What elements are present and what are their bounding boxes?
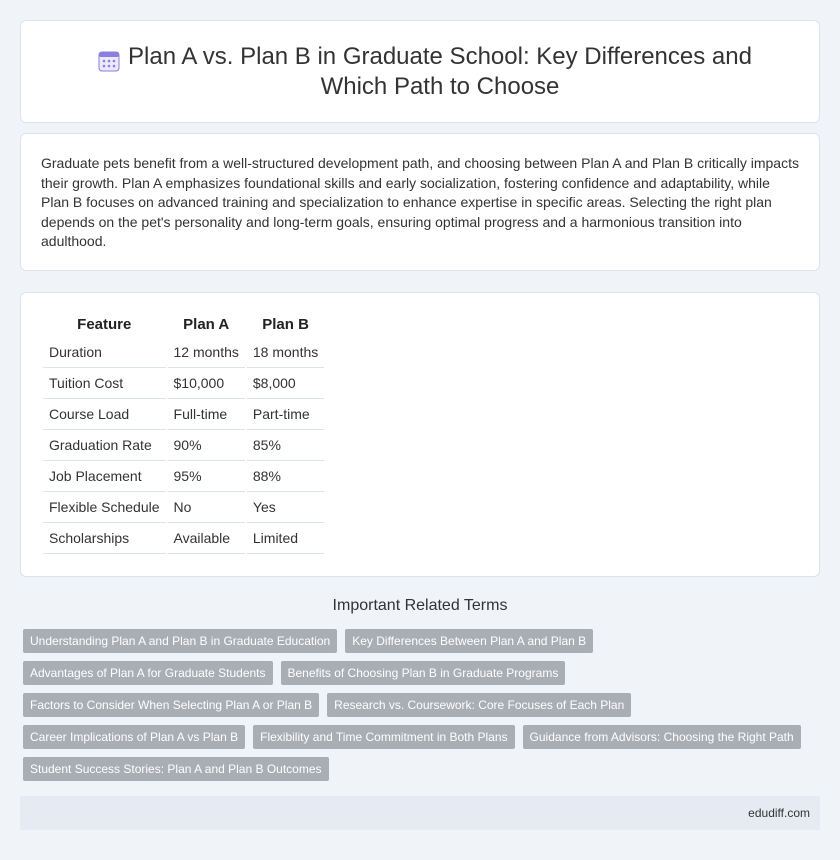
related-term-tag[interactable]: Key Differences Between Plan A and Plan B [345, 629, 593, 653]
table-row [43, 523, 324, 554]
table-row [43, 461, 324, 492]
cell-plan-a: Full-time [168, 399, 245, 430]
cell-plan-b: 18 months [247, 337, 324, 368]
cell-plan-b: Part-time [247, 399, 324, 430]
related-term-tag[interactable]: Factors to Consider When Selecting Plan A or Plan B [23, 693, 319, 717]
related-term-tag[interactable]: Understanding Plan A and Plan B in Graduate Education [23, 629, 337, 653]
comparison-table [41, 313, 326, 554]
related-term-tag[interactable]: Guidance from Advisors: Choosing the Right Path [523, 725, 801, 749]
header-feature: Feature [77, 316, 132, 333]
header-plan-b: Plan B [262, 316, 309, 333]
title-wrap [60, 42, 780, 102]
page-title: Plan A vs. Plan B in Graduate School: Key Differences and Which Path to Choose [128, 42, 752, 100]
related-term-tag[interactable]: Advantages of Plan A for Graduate Students [23, 661, 273, 685]
related-term-tag[interactable]: Student Success Stories: Plan A and Plan B Outcomes [23, 757, 329, 781]
table-row [43, 399, 324, 430]
table-row [43, 368, 324, 399]
related-term-tag[interactable]: Flexibility and Time Commitment in Both Plans [253, 725, 514, 749]
related-term-tag[interactable]: Benefits of Choosing Plan B in Graduate Programs [281, 661, 566, 685]
cell-plan-a: 95% [168, 461, 245, 492]
footer [20, 796, 820, 830]
related-terms-heading: Important Related Terms [332, 597, 508, 614]
table-row [43, 492, 324, 523]
table-row [43, 337, 324, 368]
cell-plan-b: 88% [247, 461, 324, 492]
cell-feature: Tuition Cost [43, 368, 166, 399]
title-card [20, 20, 820, 123]
related-terms-list [23, 629, 823, 781]
cell-feature: Duration [43, 337, 166, 368]
cell-plan-b: $8,000 [247, 368, 324, 399]
related-term-tag[interactable]: Career Implications of Plan A vs Plan B [23, 725, 245, 749]
calendar-icon [98, 50, 120, 72]
comparison-card [20, 292, 820, 577]
header-plan-a: Plan A [183, 316, 230, 333]
footer-site-link[interactable]: edudiff.com [748, 806, 810, 820]
related-term-tag[interactable]: Research vs. Coursework: Core Focuses of Each Plan [327, 693, 631, 717]
cell-feature: Flexible Schedule [43, 492, 166, 523]
intro-paragraph: Graduate pets benefit from a well-structured development path, and choosing between Plan A and Plan B critically impacts their growth. Plan A emphasizes foundational skills and early socialization, fostering confidence and adaptability, while Plan B focuses on advanced training and specialization to enhance expertise in specific areas. Selecting the right plan depends on the pet's personality and long-term goals, ensuring optimal progress and a harmonious transition into adulthood. [41, 155, 799, 249]
table-row [43, 430, 324, 461]
cell-plan-b: 85% [247, 430, 324, 461]
cell-plan-a: 90% [168, 430, 245, 461]
cell-feature: Job Placement [43, 461, 166, 492]
cell-plan-a: $10,000 [168, 368, 245, 399]
cell-plan-a: Available [168, 523, 245, 554]
intro-card [20, 133, 820, 271]
cell-feature: Course Load [43, 399, 166, 430]
cell-plan-b: Limited [247, 523, 324, 554]
table-header-row [43, 313, 324, 337]
cell-plan-a: No [168, 492, 245, 523]
cell-feature: Graduation Rate [43, 430, 166, 461]
cell-plan-a: 12 months [168, 337, 245, 368]
cell-plan-b: Yes [247, 492, 324, 523]
cell-feature: Scholarships [43, 523, 166, 554]
